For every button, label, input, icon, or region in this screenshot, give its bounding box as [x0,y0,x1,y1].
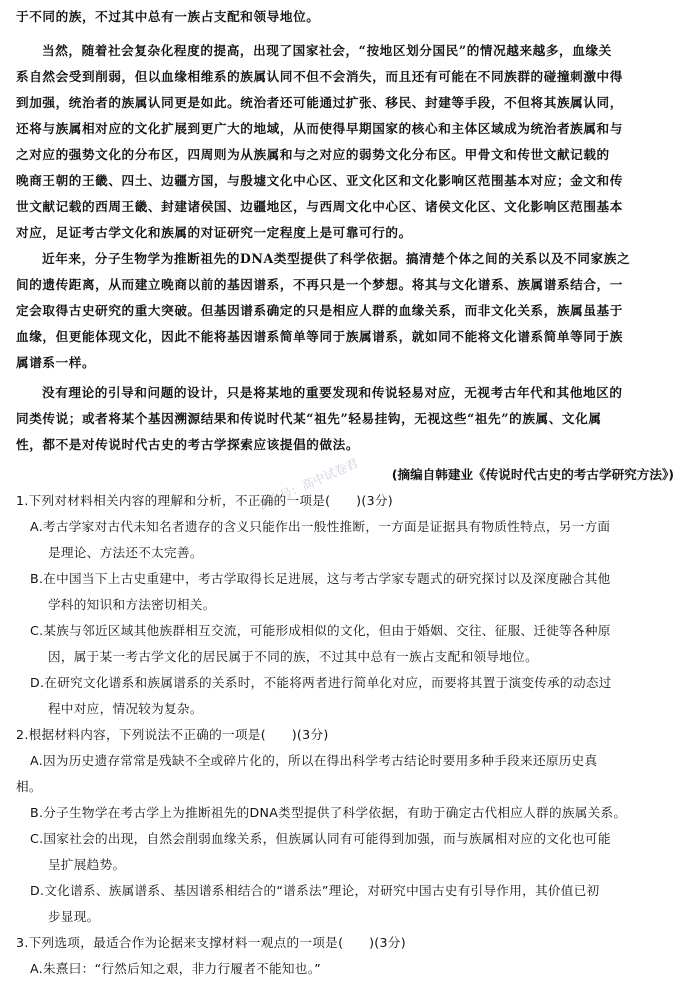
option-c-cont: 呈扩展趋势。 [48,857,126,872]
passage-line: 间的遗传距离，从而建立晚商以前的基因谱系，不再只是一个梦想。将其与文化谱系、族属谱系结合，一 [16,277,623,292]
option-a: A.因为历史遗存常常是残缺不全或碎片化的，所以在得出科学考古结论时要用多种手段来还原历史真 [30,753,598,768]
option-b-cont: 学科的知识和方法密切相关。 [48,597,216,612]
passage-line: 于不同的族，不过其中总有一族占支配和领导地位。 [16,9,320,24]
question-stem: 2.根据材料内容，下列说法不正确的一项是( )(3分) [16,727,329,742]
option-b: B.在中国当下上古史重建中，考古学取得长足进展，这与考古学家专题式的研究探讨以及深度融合其他 [30,571,611,586]
option-d: D.文化谱系、族属谱系、基因谱系相结合的“谱系法”理论，对研究中国古史有引导作用，其价值已初 [30,883,600,898]
option-a-cont: 相。 [16,779,42,794]
option-a: A.考古学家对古代未知名者遗存的含义只能作出一般性推断，一方面是证据具有物质性特点，另一方面 [30,519,611,534]
passage-line: 血缘，但更能体现文化，因此不能将基因谱系简单等同于族属谱系，就如同不能将文化谱系简单等同于族 [16,329,623,344]
passage-line: 对应，足证考古学文化和族属的对证研究一定程度上是可靠可行的。 [16,225,412,240]
passage-line: 当然，随着社会复杂化程度的提高，出现了国家社会，“按地区划分国民”的情况越来越多，血缘关 [42,43,612,58]
passage-line: 性，都不是对传说时代古史的考古学探索应该提倡的做法。 [16,437,360,452]
passage-line: 之对应的强势文化的分布区，四周则为从族属和与之对应的弱势文化分布区。甲骨文和传世文献记载的 [16,147,610,162]
option-a: A.朱熹曰：“行然后知之艰，非力行履者不能知也。” [30,961,322,976]
option-a-cont: 是理论、方法还不太完善。 [48,545,203,560]
passage-line: 没有理论的引导和问题的设计，只是将某地的重要发现和传说轻易对应，无视考古年代和其他地区的 [42,385,623,400]
passage-line: 属谱系一样。 [16,355,96,370]
passage-line: 定会取得古史研究的重大突破。但基因谱系确定的只是相应人群的血缘关系，而非文化关系，族属虽基于 [16,303,623,318]
option-d: D.在研究文化谱系和族属谱系的关系时，不能将两者进行简单化对应，而要将其置于演变传承的动态过 [30,675,612,690]
option-c: C.某族与邻近区域其他族群相互交流，可能形成相似的文化，但由于婚姻、交往、征服、迁徙等各种原 [30,623,611,638]
watermark-text: 公众号：高中试卷君 [255,455,361,513]
passage-line: 同类传说；或者将某个基因溯源结果和传说时代某“祖先”轻易挂钩，无视这些“祖先”的族属、文化属 [16,411,602,426]
passage-source: (摘编自韩建业《传说时代古史的考古学研究方法》) [391,467,674,482]
passage-line: 到加强，统治者的族属认同更是如此。统治者还可能通过扩张、移民、封建等手段，不但将其族属认同， [16,95,623,110]
passage-line: 还将与族属相对应的文化扩展到更广大的地域，从而使得早期国家的核心和主体区域成为统治者族属和与 [16,121,623,136]
option-d-cont: 程中对应，情况较为复杂。 [48,701,203,716]
passage-line: 世文献记载的西周王畿、封建诸侯国、边疆地区，与西周文化中心区、诸侯文化区、文化影响区范围基本 [16,199,623,214]
option-c: C.国家社会的出现，自然会削弱血缘关系，但族属认同有可能得到加强，而与族属相对应的文化也可能 [30,831,611,846]
question-stem: 3.下列选项，最适合作为论据来支撑材料一观点的一项是( )(3分) [16,935,406,950]
option-d-cont: 步显现。 [48,909,100,924]
passage-line: 系自然会受到削弱，但以血缘相维系的族属认同不但不会消失，而且还有可能在不同族群的碰撞刺激中得 [16,69,623,84]
passage-line: 近年来，分子生物学为推断祖先的DNA类型提供了科学依据。搞清楚个体之间的关系以及不同家族之 [42,251,631,266]
option-b: B.分子生物学在考古学上为推断祖先的DNA类型提供了科学依据，有助于确定古代相应人群的族属关系。 [30,805,627,820]
passage-line: 晚商王朝的王畿、四土、边疆方国，与殷墟文化中心区、亚文化区和文化影响区范围基本对应；金文和传 [16,173,623,188]
question-stem: 1.下列对材料相关内容的理解和分析，不正确的一项是( )(3分) [16,493,394,508]
option-c-cont: 因，属于某一考古学文化的居民属于不同的族，不过其中总有一族占支配和领导地位。 [48,649,538,664]
